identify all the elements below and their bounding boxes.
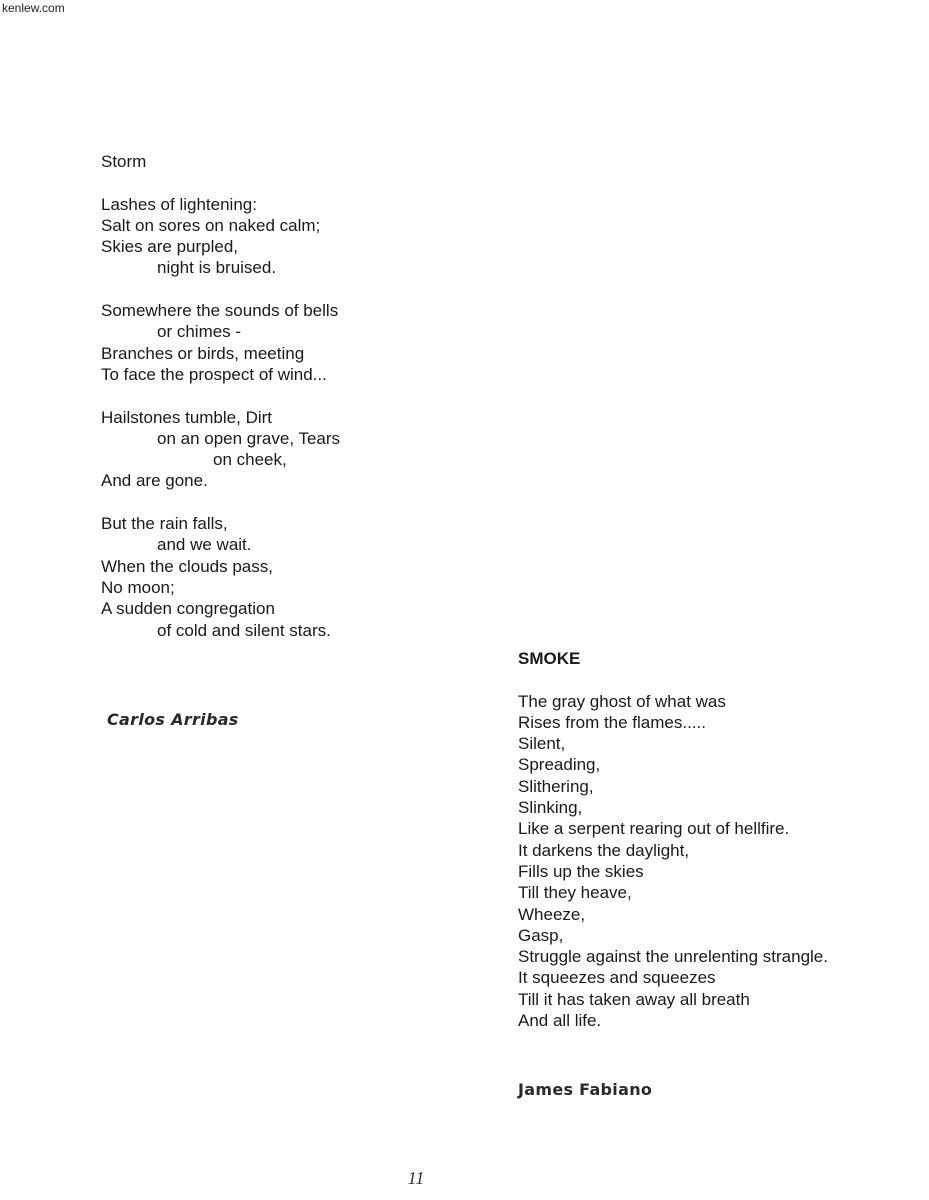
stanza-gap <box>101 385 340 406</box>
poem-line: of cold and silent stars. <box>157 620 331 640</box>
poem-line: And all life. <box>518 1011 602 1031</box>
poem-line: Branches or birds, meeting <box>101 343 305 363</box>
poem-title-smoke: SMOKE <box>518 649 581 668</box>
poem-line: A sudden congregation <box>101 599 275 619</box>
poem-line: Slithering, <box>518 776 594 796</box>
poem-line: Till they heave, <box>518 883 632 903</box>
poem-line: Till it has taken away all breath <box>518 989 750 1009</box>
poem-body-smoke <box>518 691 828 1032</box>
page-number: 11 <box>407 1168 425 1188</box>
poem-line: It squeezes and squeezes <box>518 968 716 988</box>
poem-line: No moon; <box>101 577 175 597</box>
poem-line: Hailstones tumble, Dirt <box>101 407 273 427</box>
poem-line: Wheeze, <box>518 904 586 924</box>
poem-line: Struggle against the unrelenting strangle. <box>518 947 828 967</box>
poem-line: When the clouds pass, <box>101 556 273 576</box>
poem-line: and we wait. <box>157 535 252 555</box>
poem-line: Lashes of lightening: <box>101 194 257 214</box>
poem-line: Spreading, <box>518 755 601 775</box>
poem-line: But the rain falls, <box>101 514 228 534</box>
poem-title-storm: Storm <box>101 152 147 171</box>
poem-line: night is bruised. <box>157 258 277 278</box>
poem-line: Slinking, <box>518 798 583 818</box>
poem-line: The gray ghost of what was <box>518 691 726 711</box>
poem-line: It darkens the daylight, <box>518 840 690 860</box>
author-smoke: James Fabiano <box>518 1080 653 1099</box>
poem-line: Fills up the skies <box>518 861 644 881</box>
poem-line: Somewhere the sounds of bells <box>101 301 339 321</box>
poem-line: To face the prospect of wind... <box>101 364 327 384</box>
poem-line: Rises from the flames..... <box>518 712 706 732</box>
poem-smoke <box>518 648 828 1031</box>
stanza-gap <box>101 492 340 513</box>
author-storm: Carlos Arribas <box>107 710 239 729</box>
poem-line: Silent, <box>518 734 566 754</box>
site-watermark: kenlew.com <box>2 1 65 15</box>
poem-line: And are gone. <box>101 471 208 491</box>
poem-body-storm <box>101 194 340 641</box>
poem-line: on cheek, <box>213 450 287 470</box>
poem-line: Skies are purpled, <box>101 237 239 257</box>
poem-line: Salt on sores on naked calm; <box>101 215 321 235</box>
poem-line: Like a serpent rearing out of hellfire. <box>518 819 790 839</box>
poem-line: or chimes - <box>157 322 242 342</box>
stanza-gap <box>101 279 340 300</box>
poem-line: Gasp, <box>518 925 564 945</box>
poem-line: on an open grave, Tears <box>157 428 341 448</box>
poem-storm <box>101 151 340 641</box>
